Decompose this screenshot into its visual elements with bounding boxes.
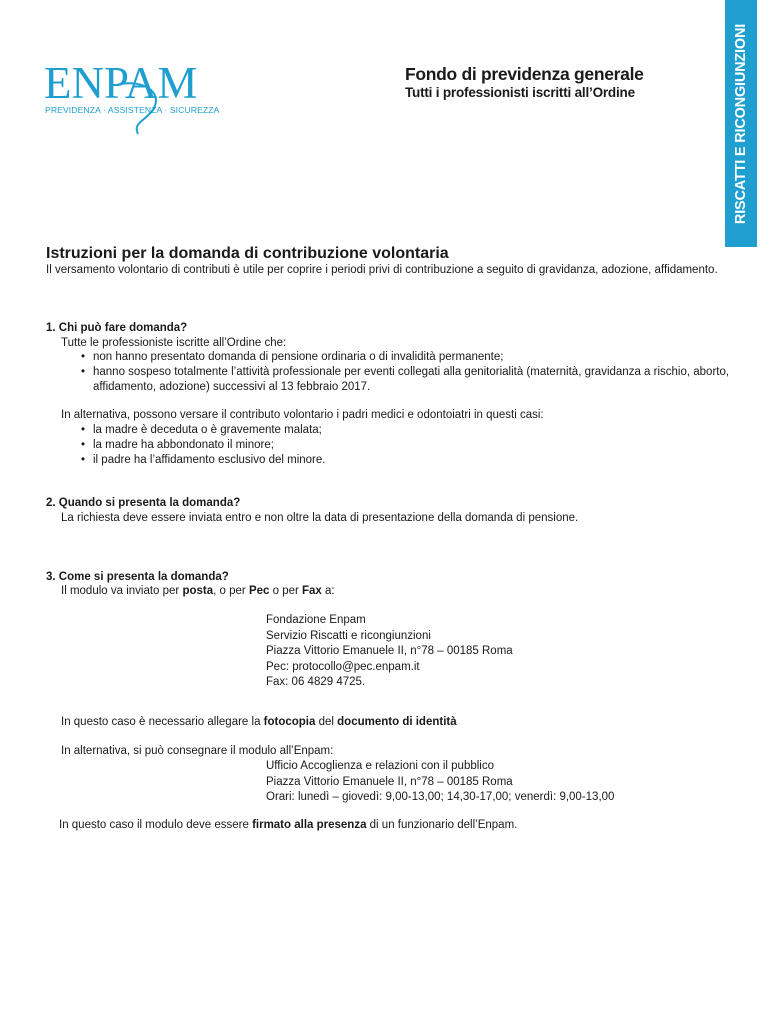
section3-alt-lead: In alternativa, si può consegnare il modulo all’Enpam: bbox=[61, 745, 334, 757]
header-title: Fondo di previdenza generale bbox=[405, 64, 644, 84]
identity-note-document: documento di identità bbox=[337, 716, 457, 728]
logo-wordmark: ENPAM bbox=[44, 58, 198, 108]
office-line: Piazza Vittorio Emanuele II, n°78 – 00185 Roma bbox=[266, 775, 513, 788]
final-note bbox=[59, 818, 517, 834]
office-line: Ufficio Accoglienza e relazioni con il pubblico bbox=[266, 760, 495, 772]
document-intro: Il versamento volontario di contributi è utile per coprire i periodi privi di contribuzione a seguito di gravidanza, adozione, affidamento. bbox=[46, 264, 718, 276]
send-fax: Fax bbox=[302, 585, 322, 597]
final-note-text: In questo caso il modulo deve essere bbox=[59, 819, 253, 831]
section1-bullet-list bbox=[81, 350, 731, 395]
send-line-text: , o per bbox=[213, 585, 249, 597]
section1-heading: 1. Chi può fare domanda? bbox=[46, 322, 188, 334]
list-item: • hanno sospeso totalmente l’attività professionale per eventi collegati alla genitorialità (maternità, gravidanza a rischio, aborto, affidamento, adozione) successivi al 13 febbraio 2017. bbox=[81, 365, 731, 395]
section2-heading: 2. Quando si presenta la domanda? bbox=[46, 497, 241, 509]
section2-text: La richiesta deve essere inviata entro e non oltre la data di presentazione della domanda di pensione. bbox=[61, 512, 579, 524]
office-line: Orari: lunedì – giovedì: 9,00-13,00; 14,30-17,00; venerdì: 9,00-13,00 bbox=[266, 791, 615, 803]
list-item: • la madre è deceduta o è gravemente malata; bbox=[81, 423, 731, 438]
address-line: Fax: 06 4829 4725. bbox=[266, 676, 366, 688]
final-note-text: di un funzionario dell’Enpam. bbox=[366, 819, 518, 831]
section1-alt-bullet-list bbox=[81, 423, 731, 468]
list-item: • la madre ha abbondonato il minore; bbox=[81, 438, 731, 453]
identity-note-text: In questo caso è necessario allegare la bbox=[61, 716, 264, 728]
office-block bbox=[266, 759, 614, 806]
final-note-signed: firmato alla presenza bbox=[252, 819, 367, 831]
send-line-text: a: bbox=[321, 585, 335, 597]
send-pec: Pec bbox=[248, 585, 270, 597]
side-tab bbox=[725, 0, 757, 247]
identity-note bbox=[61, 715, 457, 731]
address-line: Piazza Vittorio Emanuele II, n°78 – 00185 Roma bbox=[266, 645, 513, 657]
address-line: Fondazione Enpam bbox=[266, 614, 366, 626]
section1-alt-lead: In alternativa, possono versare il contributo volontario i padri medici e odontoiatri in questi casi: bbox=[61, 409, 544, 421]
section3-send-line bbox=[61, 584, 335, 600]
document-title: Istruzioni per la domanda di contribuzione volontaria bbox=[46, 245, 449, 262]
send-line-text: o per bbox=[269, 585, 303, 597]
identity-note-text: del bbox=[315, 716, 338, 728]
section1-lead: Tutte le professioniste iscritte all’Ordine che: bbox=[61, 337, 287, 349]
identity-note-photocopy: fotocopia bbox=[263, 716, 316, 728]
list-item: • non hanno presentato domanda di pensione ordinaria o di invalidità permanente; bbox=[81, 350, 731, 365]
enpam-logo bbox=[44, 58, 220, 130]
address-block bbox=[266, 613, 513, 691]
list-item: • il padre ha l’affidamento esclusivo del minore. bbox=[81, 453, 731, 468]
address-line: Pec: protocollo@pec.enpam.it bbox=[266, 660, 420, 673]
send-posta: posta bbox=[182, 585, 214, 597]
send-line-text: Il modulo va inviato per bbox=[61, 585, 183, 597]
header-subtitle: Tutti i professionisti iscritti all’Ordine bbox=[405, 85, 635, 100]
side-tab-label: RISCATTI E RICONGIUNZIONI bbox=[733, 23, 749, 225]
logo-tagline: PREVIDENZA · ASSISTENZA · SICUREZZA bbox=[45, 105, 220, 115]
section3-heading: 3. Come si presenta la domanda? bbox=[46, 571, 229, 583]
address-line: Servizio Riscatti e ricongiunzioni bbox=[266, 629, 431, 642]
